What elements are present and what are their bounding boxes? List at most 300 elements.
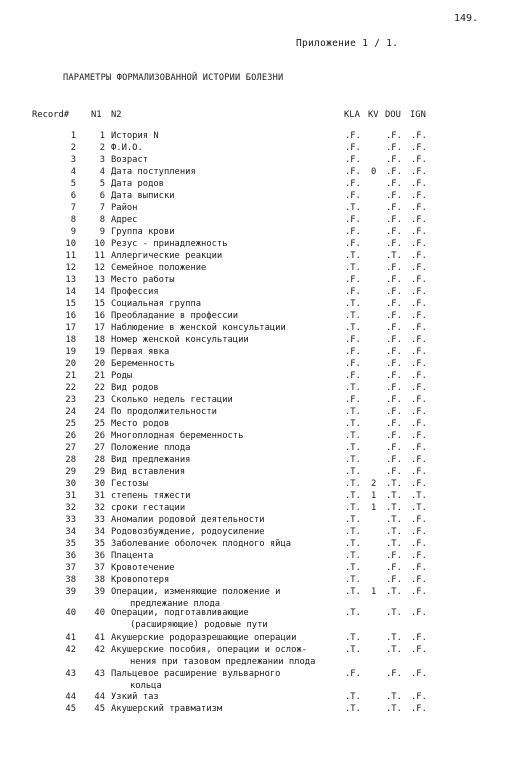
kla-value: .F. (345, 335, 361, 345)
dou-value: .F. (386, 179, 402, 189)
dou-value: .F. (386, 575, 402, 585)
n1-number: 21 (94, 371, 105, 381)
parameter-name: По продолжительности (111, 407, 217, 417)
kla-value: .F. (345, 395, 361, 405)
dou-value: .F. (386, 407, 402, 417)
ign-value: .T. (411, 491, 427, 501)
dou-value: .T. (386, 692, 402, 702)
kv-value: 1 (371, 503, 377, 513)
ign-value: .F. (411, 263, 427, 273)
record-number: 29 (65, 467, 76, 477)
record-number: 25 (65, 419, 76, 429)
record-number: 33 (65, 515, 76, 525)
table-row (0, 383, 510, 395)
n1-number: 14 (94, 287, 105, 297)
record-number: 22 (65, 383, 76, 393)
parameter-name: Роды (111, 371, 133, 381)
record-number: 30 (65, 479, 76, 489)
ign-value: .F. (411, 467, 427, 477)
parameter-name: Семейное положение (111, 263, 207, 273)
ign-value: .F. (411, 443, 427, 453)
n1-number: 17 (94, 323, 105, 333)
table-row (0, 227, 510, 239)
parameter-name: Родовозбуждение, родоусиление (111, 527, 265, 537)
record-number: 3 (70, 155, 76, 165)
table-row (0, 669, 510, 691)
table-row (0, 239, 510, 251)
n1-number: 9 (99, 227, 105, 237)
record-number: 39 (65, 587, 76, 597)
n1-number: 26 (94, 431, 105, 441)
ign-value: .F. (411, 335, 427, 345)
kv-value: 2 (371, 479, 377, 489)
ign-value: .F. (411, 515, 427, 525)
table-row (0, 407, 510, 419)
dou-value: .F. (386, 371, 402, 381)
dou-value: .F. (386, 347, 402, 357)
table-row (0, 551, 510, 563)
parameter-name: сроки гестации (111, 503, 186, 513)
parameter-name-continuation: кольца (130, 681, 162, 691)
n1-number: 36 (94, 551, 105, 561)
n1-number: 22 (94, 383, 105, 393)
dou-value: .F. (386, 383, 402, 393)
record-number: 9 (70, 227, 76, 237)
dou-value: .T. (386, 539, 402, 549)
ign-value: .F. (411, 539, 427, 549)
record-number: 4 (70, 167, 76, 177)
ign-value: .F. (411, 431, 427, 441)
ign-value: .F. (411, 455, 427, 465)
dou-value: .F. (386, 203, 402, 213)
n1-number: 11 (94, 251, 105, 261)
record-number: 34 (65, 527, 76, 537)
parameter-name: Дата поступления (111, 167, 196, 177)
dou-value: .T. (386, 527, 402, 537)
parameter-name: Адрес (111, 215, 138, 225)
n1-number: 10 (94, 239, 105, 249)
record-number: 10 (65, 239, 76, 249)
n1-number: 28 (94, 455, 105, 465)
ign-value: .F. (411, 669, 427, 679)
kla-value: .T. (345, 467, 361, 477)
header-n2: N2 (111, 110, 122, 120)
ign-value: .F. (411, 395, 427, 405)
kv-value: 1 (371, 491, 377, 501)
dou-value: .T. (386, 251, 402, 261)
ign-value: .F. (411, 551, 427, 561)
kla-value: .T. (345, 431, 361, 441)
ign-value: .F. (411, 215, 427, 225)
table-row (0, 191, 510, 203)
ign-value: .F. (411, 587, 427, 597)
kla-value: .F. (345, 227, 361, 237)
record-number: 44 (65, 692, 76, 702)
n1-number: 13 (94, 275, 105, 285)
record-number: 23 (65, 395, 76, 405)
ign-value: .F. (411, 227, 427, 237)
parameter-name: Вид предлежания (111, 455, 191, 465)
table-row (0, 167, 510, 179)
kla-value: .T. (345, 575, 361, 585)
table-row (0, 563, 510, 575)
parameter-name: Наблюдение в женской консультации (111, 323, 286, 333)
n1-number: 30 (94, 479, 105, 489)
parameter-name: Положение плода (111, 443, 191, 453)
table-row (0, 215, 510, 227)
parameter-name-continuation: нения при тазовом предлежании плода (130, 657, 316, 667)
kla-value: .F. (345, 359, 361, 369)
ign-value: .F. (411, 359, 427, 369)
record-number: 32 (65, 503, 76, 513)
record-number: 17 (65, 323, 76, 333)
record-number: 1 (70, 131, 76, 141)
table-row (0, 608, 510, 630)
n1-number: 32 (94, 503, 105, 513)
dou-value: .F. (386, 455, 402, 465)
parameter-name-continuation: (расширяющие) родовые пути (130, 620, 268, 630)
ign-value: .F. (411, 407, 427, 417)
appendix-label: Приложение 1 / 1. (296, 38, 399, 49)
table-row (0, 287, 510, 299)
table-row (0, 179, 510, 191)
kla-value: .T. (345, 455, 361, 465)
ign-value: .F. (411, 608, 427, 618)
parameter-name: Место работы (111, 275, 175, 285)
table-row (0, 299, 510, 311)
ign-value: .F. (411, 633, 427, 643)
ign-value: .F. (411, 527, 427, 537)
parameter-name: Район (111, 203, 138, 213)
record-number: 41 (65, 633, 76, 643)
dou-value: .F. (386, 467, 402, 477)
kla-value: .T. (345, 407, 361, 417)
n1-number: 24 (94, 407, 105, 417)
record-number: 7 (70, 203, 76, 213)
dou-value: .F. (386, 191, 402, 201)
table-row (0, 692, 510, 704)
table-row (0, 395, 510, 407)
parameter-name: Социальная группа (111, 299, 202, 309)
header-record: Record# (32, 110, 70, 120)
n1-number: 4 (99, 167, 105, 177)
n1-number: 2 (99, 143, 105, 153)
record-number: 6 (70, 191, 76, 201)
record-number: 28 (65, 455, 76, 465)
kla-value: .T. (345, 383, 361, 393)
ign-value: .F. (411, 239, 427, 249)
record-number: 24 (65, 407, 76, 417)
table-row (0, 275, 510, 287)
parameter-name: Гестозы (111, 479, 149, 489)
table-row (0, 203, 510, 215)
dou-value: .F. (386, 143, 402, 153)
kla-value: .T. (345, 443, 361, 453)
kla-value: .F. (345, 669, 361, 679)
dou-value: .T. (386, 503, 402, 513)
record-number: 38 (65, 575, 76, 585)
parameter-name: Первая явка (111, 347, 170, 357)
parameter-name: Заболевание оболочек плодного яйца (111, 539, 292, 549)
dou-value: .F. (386, 335, 402, 345)
record-number: 45 (65, 704, 76, 714)
dou-value: .T. (386, 515, 402, 525)
ign-value: .F. (411, 419, 427, 429)
table-row (0, 359, 510, 371)
ign-value: .F. (411, 275, 427, 285)
kla-value: .T. (345, 263, 361, 273)
table-row (0, 491, 510, 503)
parameter-name: Акушерские пособия, операции и ослож- (111, 645, 307, 655)
n1-number: 38 (94, 575, 105, 585)
n1-number: 15 (94, 299, 105, 309)
dou-value: .F. (386, 551, 402, 561)
parameter-name-continuation: предлежание плода (130, 599, 221, 609)
parameter-name: Кровотечение (111, 563, 175, 573)
n1-number: 18 (94, 335, 105, 345)
kla-value: .T. (345, 203, 361, 213)
n1-number: 37 (94, 563, 105, 573)
page-number: 149. (454, 13, 479, 24)
ign-value: .F. (411, 203, 427, 213)
record-number: 35 (65, 539, 76, 549)
ign-value: .F. (411, 692, 427, 702)
table-row (0, 645, 510, 667)
dou-value: .F. (386, 239, 402, 249)
kla-value: .T. (345, 692, 361, 702)
header-dou: DOU (385, 110, 401, 120)
dou-value: .F. (386, 299, 402, 309)
kla-value: .T. (345, 251, 361, 261)
dou-value: .F. (386, 287, 402, 297)
dou-value: .T. (386, 491, 402, 501)
parameter-name: Операции, подготавливающие (111, 608, 249, 618)
table-row (0, 263, 510, 275)
kla-value: .T. (345, 527, 361, 537)
record-number: 8 (70, 215, 76, 225)
dou-value: .F. (386, 669, 402, 679)
parameter-name: Вид вставления (111, 467, 186, 477)
record-number: 2 (70, 143, 76, 153)
ign-value: .F. (411, 251, 427, 261)
n1-number: 35 (94, 539, 105, 549)
dou-value: .F. (386, 419, 402, 429)
ign-value: .F. (411, 311, 427, 321)
n1-number: 31 (94, 491, 105, 501)
table-row (0, 704, 510, 716)
ign-value: .T. (411, 503, 427, 513)
dou-value: .T. (386, 645, 402, 655)
kla-value: .F. (345, 287, 361, 297)
kla-value: .F. (345, 191, 361, 201)
record-number: 13 (65, 275, 76, 285)
ign-value: .F. (411, 155, 427, 165)
kla-value: .T. (345, 491, 361, 501)
kla-value: .T. (345, 503, 361, 513)
ign-value: .F. (411, 179, 427, 189)
table-row (0, 527, 510, 539)
n1-number: 7 (99, 203, 105, 213)
record-number: 5 (70, 179, 76, 189)
n1-number: 5 (99, 179, 105, 189)
parameter-name: Кровопотеря (111, 575, 170, 585)
header-n1: N1 (91, 110, 102, 120)
ign-value: .F. (411, 563, 427, 573)
ign-value: .F. (411, 167, 427, 177)
kla-value: .T. (345, 563, 361, 573)
dou-value: .F. (386, 131, 402, 141)
ign-value: .F. (411, 704, 427, 714)
n1-number: 34 (94, 527, 105, 537)
dou-value: .F. (386, 431, 402, 441)
ign-value: .F. (411, 287, 427, 297)
kla-value: .F. (345, 143, 361, 153)
parameter-name: Аллергические реакции (111, 251, 223, 261)
ign-value: .F. (411, 479, 427, 489)
kla-value: .F. (345, 131, 361, 141)
n1-number: 20 (94, 359, 105, 369)
ign-value: .F. (411, 645, 427, 655)
kla-value: .T. (345, 608, 361, 618)
n1-number: 3 (99, 155, 105, 165)
dou-value: .F. (386, 563, 402, 573)
parameter-name: Профессия (111, 287, 159, 297)
kla-value: .T. (345, 311, 361, 321)
n1-number: 6 (99, 191, 105, 201)
dou-value: .F. (386, 275, 402, 285)
table-row (0, 335, 510, 347)
kla-value: .F. (345, 347, 361, 357)
kla-value: .T. (345, 645, 361, 655)
record-number: 15 (65, 299, 76, 309)
n1-number: 41 (94, 633, 105, 643)
parameter-name: Беременность (111, 359, 175, 369)
n1-number: 1 (99, 131, 105, 141)
table-row (0, 575, 510, 587)
ign-value: .F. (411, 131, 427, 141)
n1-number: 40 (94, 608, 105, 618)
parameter-name: Место родов (111, 419, 170, 429)
parameter-name: Группа крови (111, 227, 175, 237)
parameter-name: Ф.И.О. (111, 143, 143, 153)
dou-value: .F. (386, 167, 402, 177)
record-number: 37 (65, 563, 76, 573)
parameter-name: Акушерские родоразрешающие операции (111, 633, 297, 643)
n1-number: 44 (94, 692, 105, 702)
n1-number: 43 (94, 669, 105, 679)
table-row (0, 311, 510, 323)
table-row (0, 455, 510, 467)
n1-number: 39 (94, 587, 105, 597)
kv-value: 0 (371, 167, 377, 177)
table-row (0, 251, 510, 263)
table-row (0, 443, 510, 455)
kla-value: .T. (345, 587, 361, 597)
table-row (0, 515, 510, 527)
record-number: 11 (65, 251, 76, 261)
dou-value: .F. (386, 227, 402, 237)
kla-value: .T. (345, 633, 361, 643)
parameter-name: Операции, изменяющие положение и (111, 587, 281, 597)
kla-value: .T. (345, 704, 361, 714)
kla-value: .T. (345, 299, 361, 309)
parameter-name: Плацента (111, 551, 154, 561)
dou-value: .F. (386, 323, 402, 333)
record-number: 27 (65, 443, 76, 453)
n1-number: 45 (94, 704, 105, 714)
header-kla: KLA (344, 110, 360, 120)
n1-number: 33 (94, 515, 105, 525)
n1-number: 23 (94, 395, 105, 405)
record-number: 12 (65, 263, 76, 273)
kla-value: .F. (345, 155, 361, 165)
n1-number: 29 (94, 467, 105, 477)
ign-value: .F. (411, 143, 427, 153)
ign-value: .F. (411, 191, 427, 201)
dou-value: .F. (386, 263, 402, 273)
dou-value: .F. (386, 443, 402, 453)
kla-value: .F. (345, 215, 361, 225)
n1-number: 12 (94, 263, 105, 273)
table-row (0, 155, 510, 167)
n1-number: 8 (99, 215, 105, 225)
parameter-name: Узкий таз (111, 692, 159, 702)
table-row (0, 371, 510, 383)
parameter-name: Резус - принадлежность (111, 239, 228, 249)
table-row (0, 539, 510, 551)
parameter-name: Пальцевое расширение вульварного (111, 669, 281, 679)
table-row (0, 431, 510, 443)
record-number: 19 (65, 347, 76, 357)
ign-value: .F. (411, 383, 427, 393)
table-row (0, 143, 510, 155)
header-ign: IGN (410, 110, 426, 120)
parameter-name: История N (111, 131, 159, 141)
ign-value: .F. (411, 323, 427, 333)
n1-number: 19 (94, 347, 105, 357)
parameter-name: Многоплодная беременность (111, 431, 244, 441)
parameter-name: Вид родов (111, 383, 159, 393)
table-row (0, 131, 510, 143)
kv-value: 1 (371, 587, 377, 597)
ign-value: .F. (411, 371, 427, 381)
n1-number: 25 (94, 419, 105, 429)
kla-value: .T. (345, 479, 361, 489)
record-number: 31 (65, 491, 76, 501)
document-title: ПАРАМЕТРЫ ФОРМАЛИЗОВАННОЙ ИСТОРИИ БОЛЕЗНИ (63, 73, 284, 83)
dou-value: .F. (386, 311, 402, 321)
dou-value: .T. (386, 704, 402, 714)
kla-value: .F. (345, 239, 361, 249)
table-row (0, 633, 510, 645)
kla-value: .F. (345, 179, 361, 189)
table-row (0, 347, 510, 359)
record-number: 14 (65, 287, 76, 297)
record-number: 18 (65, 335, 76, 345)
n1-number: 42 (94, 645, 105, 655)
parameter-name: степень тяжести (111, 491, 191, 501)
dou-value: .F. (386, 359, 402, 369)
record-number: 26 (65, 431, 76, 441)
record-number: 21 (65, 371, 76, 381)
dou-value: .T. (386, 479, 402, 489)
record-number: 36 (65, 551, 76, 561)
table-row (0, 323, 510, 335)
dou-value: .F. (386, 215, 402, 225)
kla-value: .F. (345, 167, 361, 177)
table-row (0, 479, 510, 491)
record-number: 40 (65, 608, 76, 618)
